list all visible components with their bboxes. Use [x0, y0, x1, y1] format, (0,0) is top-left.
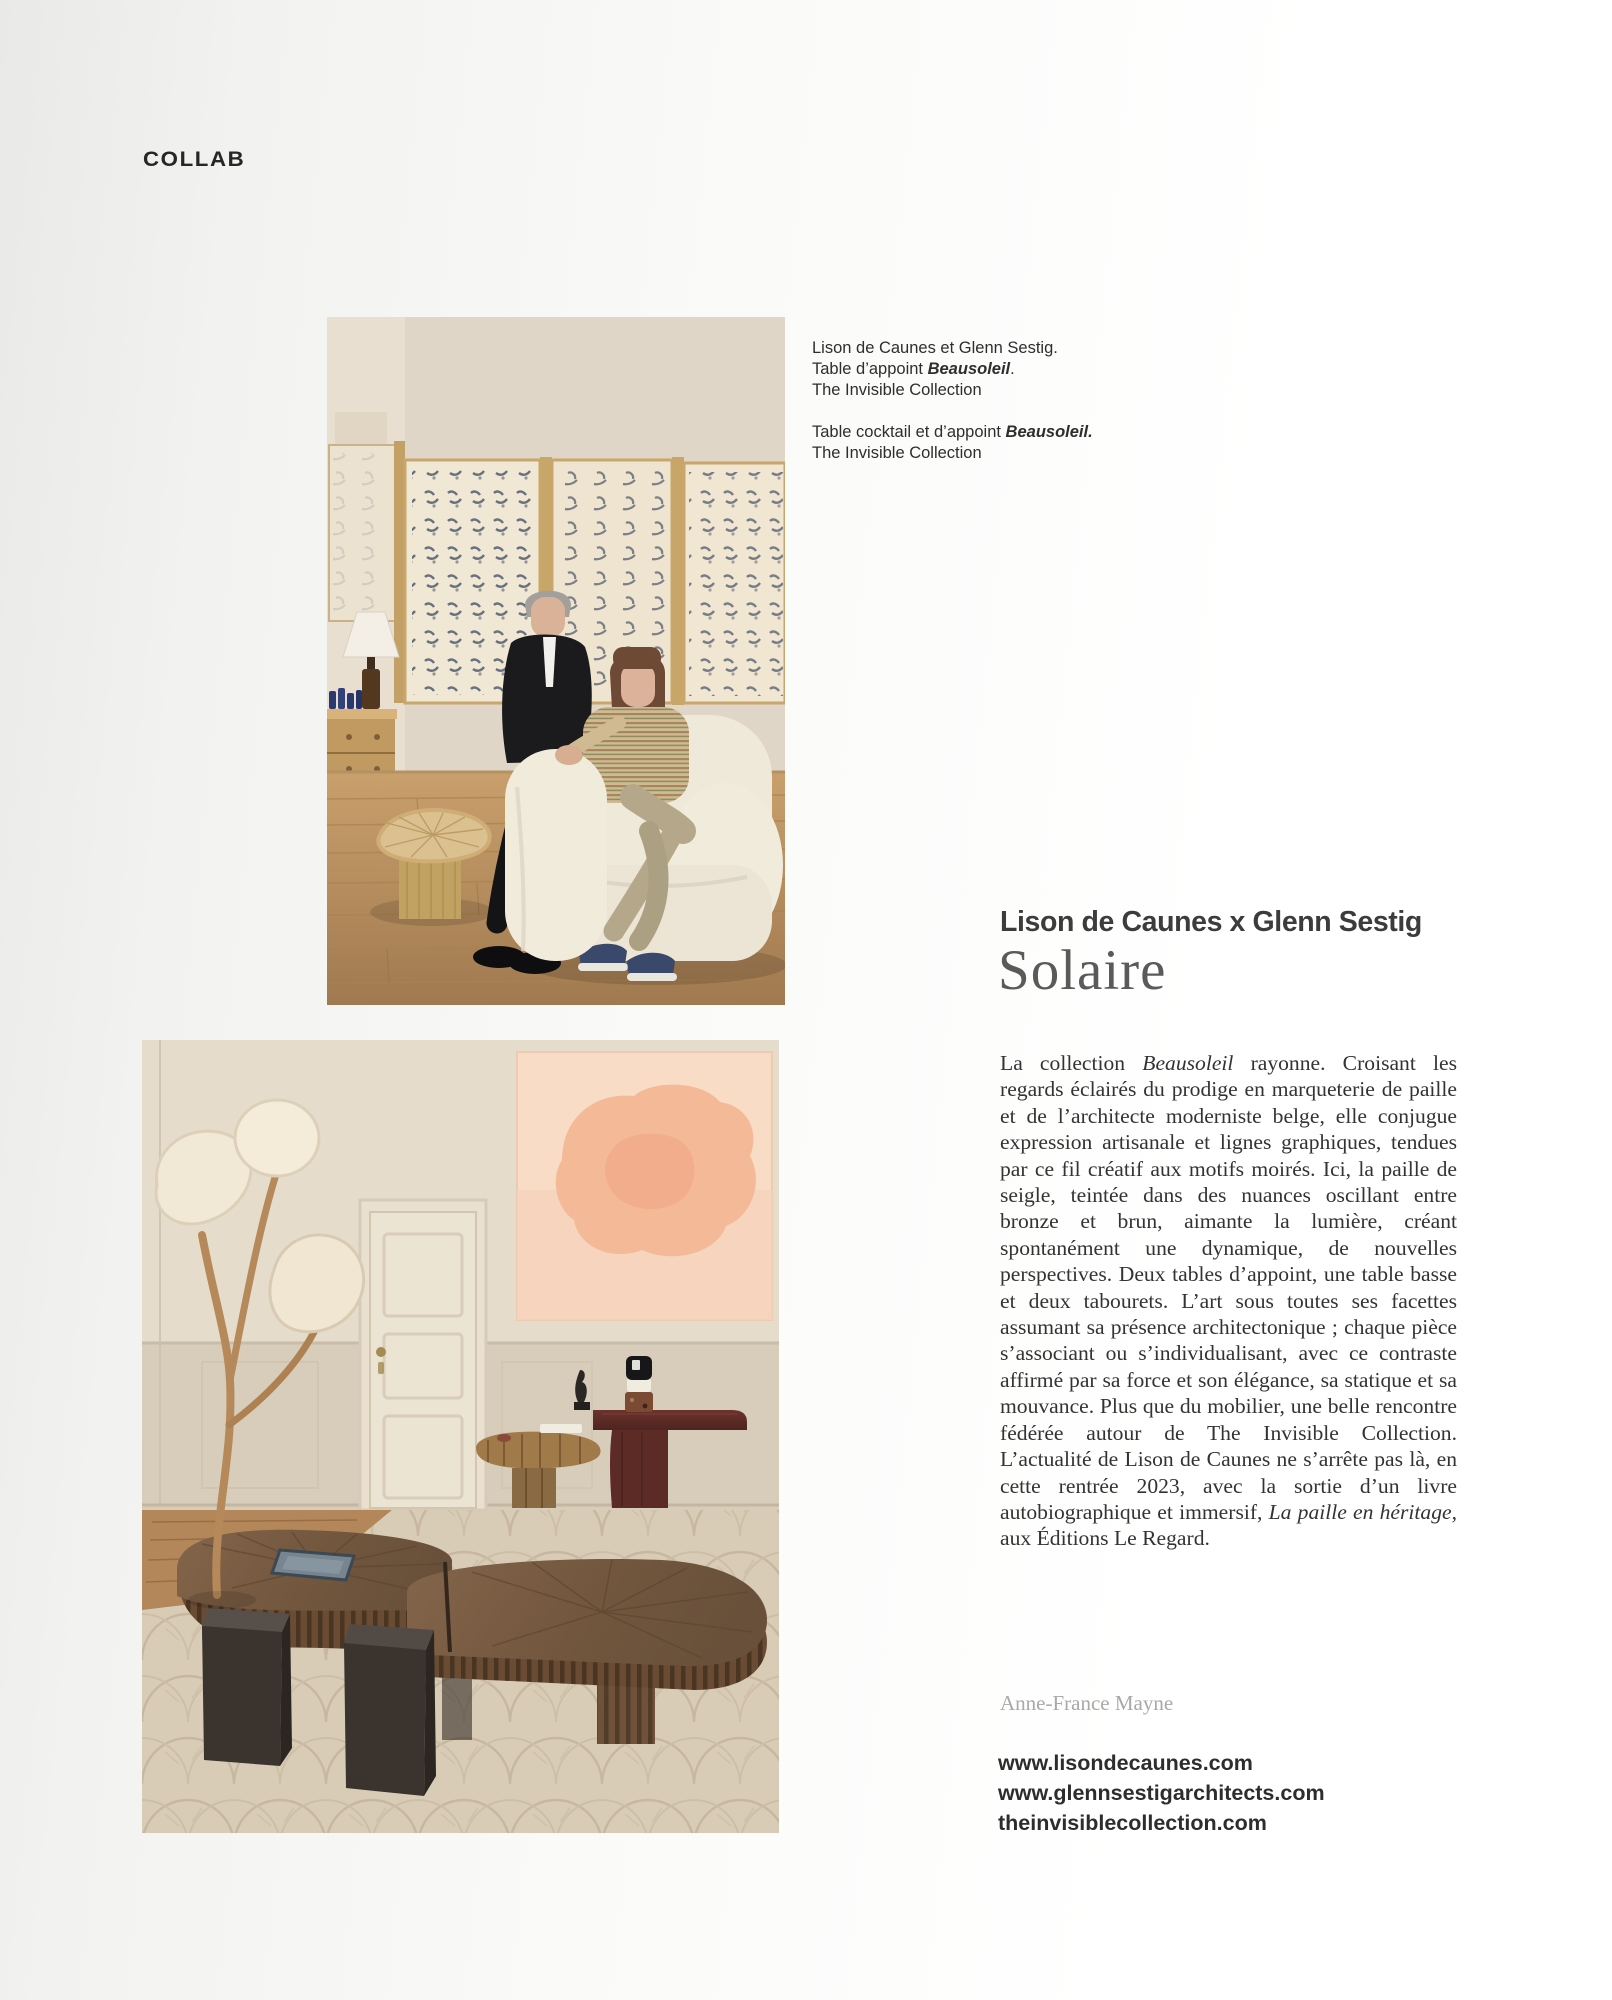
lamp-shade-blob [235, 1100, 319, 1176]
caption-line: Table d’appoint Beausoleil. [812, 360, 1015, 378]
interior-photo [142, 1040, 779, 1833]
photo-caption-1 [812, 338, 1142, 401]
link-line: theinvisiblecollection.com [998, 1811, 1267, 1835]
caption-line: Table cocktail et d’appoint Beausoleil. [812, 423, 1093, 441]
console-lamp [625, 1356, 653, 1412]
interior-door [360, 1200, 486, 1510]
coffee-table-right-top [407, 1559, 767, 1666]
clasped-hands [555, 745, 583, 765]
serving-tray [272, 1550, 354, 1580]
photo-caption-2 [812, 422, 1142, 464]
armchair-front-cushion [505, 749, 607, 961]
pink-painting [517, 1052, 772, 1320]
stool-right [344, 1624, 436, 1796]
website-links [998, 1748, 1325, 1838]
section-label: COLLAB [143, 148, 246, 171]
article-kicker: Lison de Caunes x Glenn Sestig [1000, 906, 1422, 938]
link-line: www.glennsestigarchitects.com [998, 1781, 1325, 1805]
door-knob [376, 1347, 386, 1357]
stool-left [202, 1608, 292, 1766]
article-title: Solaire [998, 939, 1167, 1002]
article-body: La collection Beausoleil rayonne. Croisant les regards éclairés du prodige en marqueterie de paille et de l’architecte moderniste belge, elle conjugue expression artisanale et lignes graphiques, tendues par ce fil créatif aux motifs moirés. Ici, la paille de seigle, teintée dans des nuances oscillant entre bronze et brun, aimante la lumière, créant spontanément une dynamique, de nouvelles perspectives. Deux tables d’appoint, une table basse et deux tabourets. L’art sous toutes ses facettes assumant sa présence architectonique ; chaque pièce s’associant ou s’individualisant, avec ce contraste affirmé par sa force et son élégance, sa statique et sa mouvance. Plus que du mobilier, une belle rencontre fédérée autour de The Invisible Collection. L’actualité de Lison de Caunes ne s’arrête pas là, en cette rentrée 2023, avec la sortie d’un livre autobiographique et immersif, La paille en héritage, aux Éditions Le Regard. [1000, 1051, 1457, 1551]
caption-line: The Invisible Collection [812, 381, 982, 399]
article-byline: Anne-France Mayne [1000, 1691, 1174, 1715]
interior-photo-illustration [142, 1040, 779, 1833]
caption-line: Lison de Caunes et Glenn Sestig. [812, 339, 1058, 357]
link-line: www.lisondecaunes.com [998, 1751, 1253, 1775]
portrait-photo-illustration [327, 317, 785, 1005]
portrait-photo [327, 317, 785, 1005]
caption-line: The Invisible Collection [812, 444, 982, 462]
